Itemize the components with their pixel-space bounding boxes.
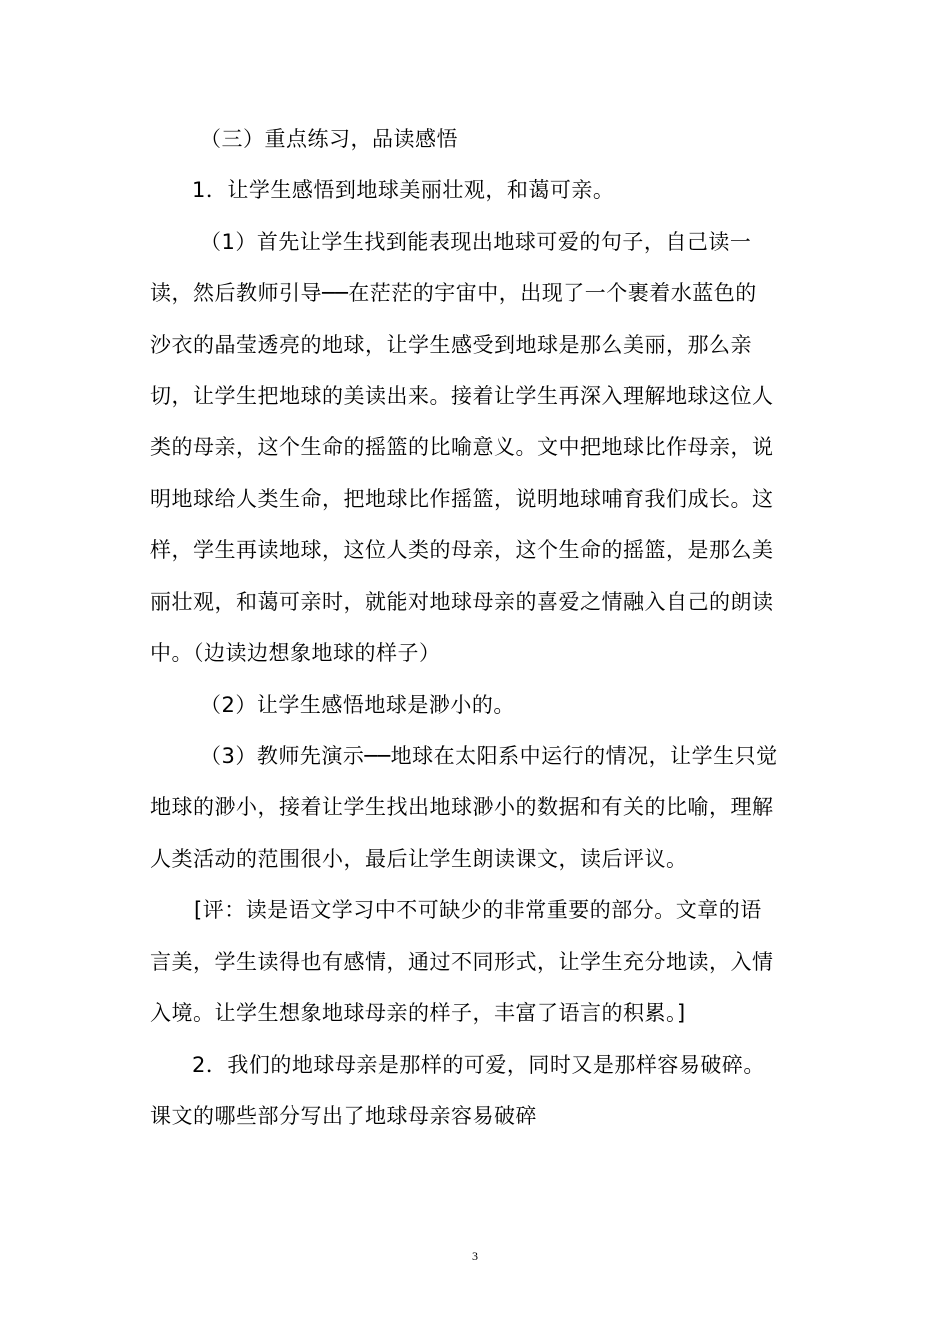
paragraph-line: 沙衣的晶莹透亮的地球，让学生感受到地球是那么美丽，那么亲 (150, 333, 752, 357)
paragraph-line: （2）让学生感悟地球是渺小的。 (200, 693, 515, 717)
paragraph-line: （3）教师先演示──地球在太阳系中运行的情况，让学生只觉 (200, 744, 778, 768)
comment-line: [评：读是语文学习中不可缺少的非常重要的部分。文章的语 (194, 898, 762, 922)
comment-line: 言美，学生读得也有感情，通过不同形式，让学生充分地读，入情 (150, 950, 774, 974)
paragraph-line: 丽壮观，和蔼可亲时，就能对地球母亲的喜爱之情融入自己的朗读 (150, 590, 774, 614)
page-number: 3 (472, 1249, 478, 1263)
paragraph-line: 课文的哪些部分写出了地球母亲容易破碎 (150, 1104, 537, 1128)
paragraph-line: 1．让学生感悟到地球美丽壮观，和蔼可亲。 (192, 178, 615, 202)
paragraph-line: 2．我们的地球母亲是那样的可爱，同时又是那样容易破碎。 (192, 1053, 765, 1077)
paragraph-line: （1）首先让学生找到能表现出地球可爱的句子，自己读一 (200, 230, 752, 254)
paragraph-line: 切，让学生把地球的美读出来。接着让学生再深入理解地球这位人 (150, 384, 774, 408)
paragraph-line: 读，然后教师引导──在茫茫的宇宙中，出现了一个裹着水蓝色的 (150, 281, 757, 305)
paragraph-line: 中。（边读边想象地球的样子） (150, 641, 441, 665)
paragraph-line: 地球的渺小，接着让学生找出地球渺小的数据和有关的比喻，理解 (150, 795, 774, 819)
paragraph-line: 明地球给人类生命，把地球比作摇篮，说明地球哺育我们成长。这 (150, 487, 774, 511)
paragraph-line: 样，学生再读地球，这位人类的母亲，这个生命的摇篮，是那么美 (150, 538, 774, 562)
comment-line: 入境。让学生想象地球母亲的样子，丰富了语言的积累。] (150, 1001, 686, 1025)
paragraph-line: 人类活动的范围很小，最后让学生朗读课文，读后评议。 (150, 847, 688, 871)
paragraph-line: 类的母亲，这个生命的摇篮的比喻意义。文中把地球比作母亲，说 (150, 435, 774, 459)
section-heading: （三）重点练习，品读感悟 (200, 127, 458, 151)
